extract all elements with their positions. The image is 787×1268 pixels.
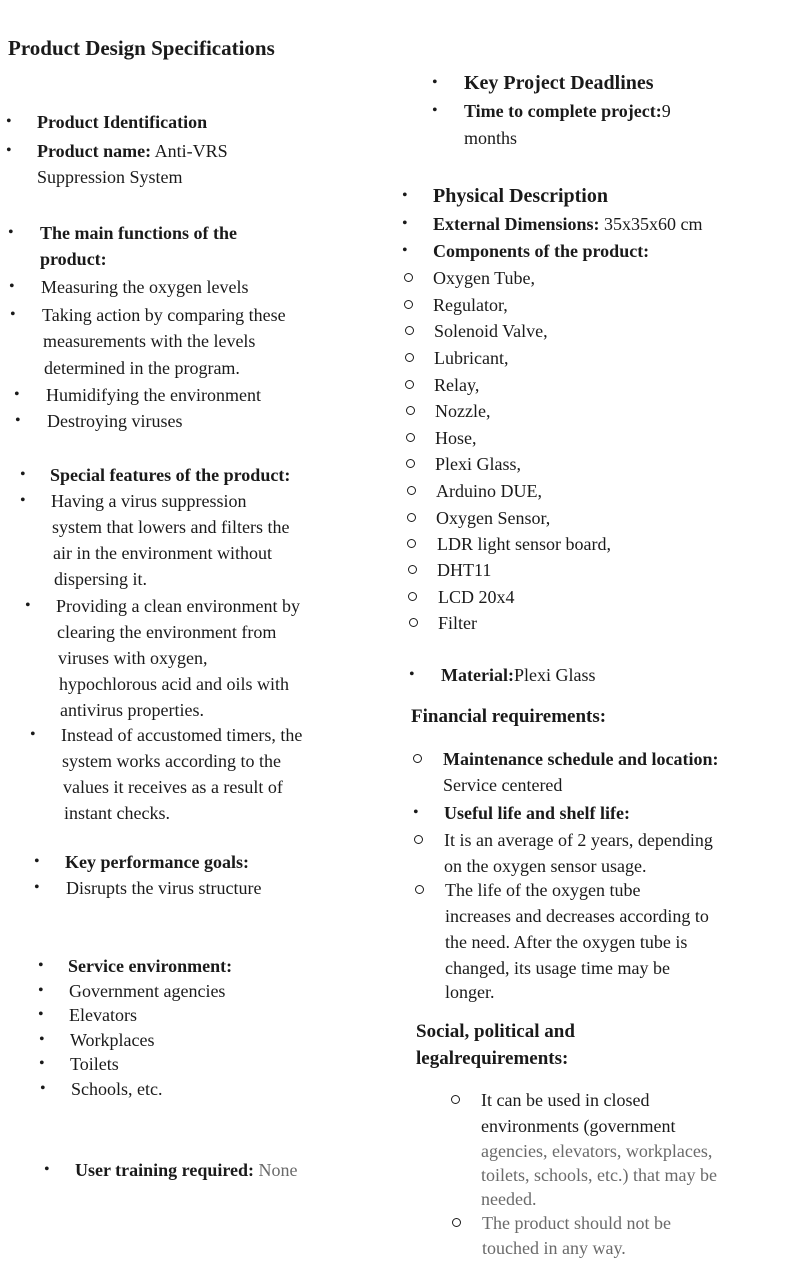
circle-bullet-icon xyxy=(415,885,424,894)
circle-bullet-icon xyxy=(404,300,413,309)
circle-bullet-icon xyxy=(408,592,417,601)
component-item: Oxygen Sensor, xyxy=(436,508,551,528)
heading-service-environment: Service environment: xyxy=(68,956,233,976)
environment-item: Government agencies xyxy=(69,981,226,1001)
environment-item: Toilets xyxy=(70,1054,119,1074)
product-name-value-cont: Suppression System xyxy=(37,167,183,187)
social-item-cont: agencies, elevators, workplaces, xyxy=(481,1141,713,1161)
feature-item-cont: values it receives as a result of xyxy=(63,777,283,797)
function-item-cont: determined in the program. xyxy=(44,358,240,378)
component-item: DHT11 xyxy=(437,560,492,580)
page-title: Product Design Specifications xyxy=(8,36,275,60)
bullet: • xyxy=(15,412,21,429)
component-item: Nozzle, xyxy=(435,401,491,421)
life-item-cont: on the oxygen sensor usage. xyxy=(444,856,647,876)
bullet: • xyxy=(6,113,12,130)
heading-special-features: Special features of the product: xyxy=(50,465,291,485)
feature-item-cont: system works according to the xyxy=(62,751,281,771)
bullet: • xyxy=(10,306,16,323)
function-item: Humidifying the environment xyxy=(46,385,261,405)
environment-item: Workplaces xyxy=(70,1030,155,1050)
circle-bullet-icon xyxy=(405,380,414,389)
feature-item: Instead of accustomed timers, the xyxy=(61,725,303,745)
function-item: Taking action by comparing these xyxy=(42,305,286,325)
material-value: Plexi Glass xyxy=(513,665,596,685)
user-training-label: User training required: xyxy=(75,1160,254,1180)
bullet: • xyxy=(402,187,408,204)
product-name-value: Anti-VRS xyxy=(151,141,228,161)
life-item-cont: increases and decreases according to xyxy=(445,906,709,926)
life-item: The life of the oxygen tube xyxy=(445,880,641,900)
bullet: • xyxy=(8,224,14,241)
heading-key-project-deadlines: Key Project Deadlines xyxy=(464,72,654,94)
heading-social-political: Social, political and xyxy=(416,1021,575,1042)
heading-product-identification: Product Identification xyxy=(37,112,208,132)
function-item-cont: measurements with the levels xyxy=(43,331,256,351)
bullet: • xyxy=(25,597,31,614)
component-item: Regulator, xyxy=(433,295,508,315)
feature-item-cont: antivirus properties. xyxy=(60,700,204,720)
feature-item-cont: air in the environment without xyxy=(53,543,272,563)
maintenance-label: Maintenance schedule and location: xyxy=(443,749,719,769)
component-item: Hose, xyxy=(435,428,477,448)
material-label: Material: xyxy=(441,665,514,685)
feature-item-cont: system that lowers and filters the xyxy=(52,517,290,537)
feature-item: Having a virus suppression xyxy=(51,491,247,511)
external-dimensions-label: External Dimensions: xyxy=(433,214,600,234)
social-item: The product should not be xyxy=(482,1213,671,1233)
component-item: Oxygen Tube, xyxy=(433,268,536,288)
circle-bullet-icon xyxy=(406,433,415,442)
time-unit: months xyxy=(464,128,518,148)
component-item: Lubricant, xyxy=(434,348,509,368)
component-item: Plexi Glass, xyxy=(435,454,522,474)
circle-bullet-icon xyxy=(409,618,418,627)
bullet: • xyxy=(34,879,40,896)
maintenance-value: Service centered xyxy=(443,775,563,795)
circle-bullet-icon xyxy=(405,353,414,362)
social-item-cont: toilets, schools, etc.) that may be xyxy=(481,1165,717,1185)
circle-bullet-icon xyxy=(404,273,413,282)
circle-bullet-icon xyxy=(413,754,422,763)
feature-item-cont: instant checks. xyxy=(64,803,170,823)
circle-bullet-icon xyxy=(408,565,417,574)
feature-item-cont: viruses with oxygen, xyxy=(58,648,208,668)
life-item-cont: changed, its usage time may be xyxy=(445,958,670,978)
life-item: It is an average of 2 years, depending xyxy=(444,830,713,850)
bullet: • xyxy=(6,142,12,159)
circle-bullet-icon xyxy=(452,1218,461,1227)
heading-key-performance-goals: Key performance goals: xyxy=(65,852,249,872)
bullet: • xyxy=(413,804,419,821)
component-item: LCD 20x4 xyxy=(438,587,515,607)
circle-bullet-icon xyxy=(407,486,416,495)
social-item: It can be used in closed xyxy=(481,1090,650,1110)
heading-main-functions: The main functions of the xyxy=(40,223,238,243)
function-item: Measuring the oxygen levels xyxy=(41,277,249,297)
bullet: • xyxy=(40,1080,46,1097)
circle-bullet-icon xyxy=(407,513,416,522)
feature-item: Providing a clean environment by xyxy=(56,596,300,616)
user-training-line xyxy=(75,1157,298,1183)
user-training-value: None xyxy=(254,1160,298,1180)
heading-components: Components of the product: xyxy=(433,241,650,261)
product-name-label: Product name: xyxy=(37,141,152,161)
life-item-cont: longer. xyxy=(445,982,495,1002)
heading-social-political-cont: legalrequirements: xyxy=(416,1048,569,1069)
bullet: • xyxy=(402,215,408,232)
component-item: Filter xyxy=(438,613,477,633)
bullet: • xyxy=(30,726,36,743)
social-item-cont: needed. xyxy=(481,1189,537,1209)
circle-bullet-icon xyxy=(406,459,415,468)
bullet: • xyxy=(38,982,44,999)
bullet: • xyxy=(14,386,20,403)
circle-bullet-icon xyxy=(405,326,414,335)
product-name-line xyxy=(37,138,228,164)
bullet: • xyxy=(39,1055,45,1072)
component-item: Arduino DUE, xyxy=(436,481,542,501)
social-item-cont: touched in any way. xyxy=(482,1238,626,1258)
life-item-cont: the need. After the oxygen tube is xyxy=(445,932,688,952)
component-item: Relay, xyxy=(434,375,480,395)
function-item: Destroying viruses xyxy=(47,411,183,431)
feature-item-cont: dispersing it. xyxy=(54,569,147,589)
material-line xyxy=(441,662,595,688)
feature-item-cont: clearing the environment from xyxy=(57,622,277,642)
bullet: • xyxy=(409,666,415,683)
heading-useful-life: Useful life and shelf life: xyxy=(444,803,630,823)
goal-item: Disrupts the virus structure xyxy=(66,878,262,898)
bullet: • xyxy=(38,957,44,974)
component-item: LDR light sensor board, xyxy=(437,534,611,554)
feature-item-cont: hypochlorous acid and oils with xyxy=(59,674,289,694)
time-value: 9 xyxy=(661,101,671,121)
heading-physical-description: Physical Description xyxy=(433,185,608,207)
heading-financial-requirements: Financial requirements: xyxy=(411,706,607,727)
circle-bullet-icon xyxy=(406,406,415,415)
bullet: • xyxy=(432,74,438,91)
circle-bullet-icon xyxy=(414,835,423,844)
time-to-complete-line xyxy=(464,98,671,124)
bullet: • xyxy=(38,1006,44,1023)
social-item-cont: environments (government xyxy=(481,1116,676,1136)
bullet: • xyxy=(44,1161,50,1178)
time-label: Time to complete project: xyxy=(464,101,662,121)
environment-item: Schools, etc. xyxy=(71,1079,163,1099)
circle-bullet-icon xyxy=(451,1095,460,1104)
external-dimensions-line xyxy=(433,211,703,237)
bullet: • xyxy=(402,242,408,259)
bullet: • xyxy=(20,492,26,509)
heading-main-functions-cont: product: xyxy=(40,249,107,269)
bullet: • xyxy=(432,102,438,119)
component-item: Solenoid Valve, xyxy=(434,321,548,341)
bullet: • xyxy=(34,853,40,870)
bullet: • xyxy=(39,1031,45,1048)
external-dimensions-value: 35x35x60 cm xyxy=(599,214,703,234)
environment-item: Elevators xyxy=(69,1005,137,1025)
circle-bullet-icon xyxy=(407,539,416,548)
bullet: • xyxy=(20,466,26,483)
bullet: • xyxy=(9,278,15,295)
